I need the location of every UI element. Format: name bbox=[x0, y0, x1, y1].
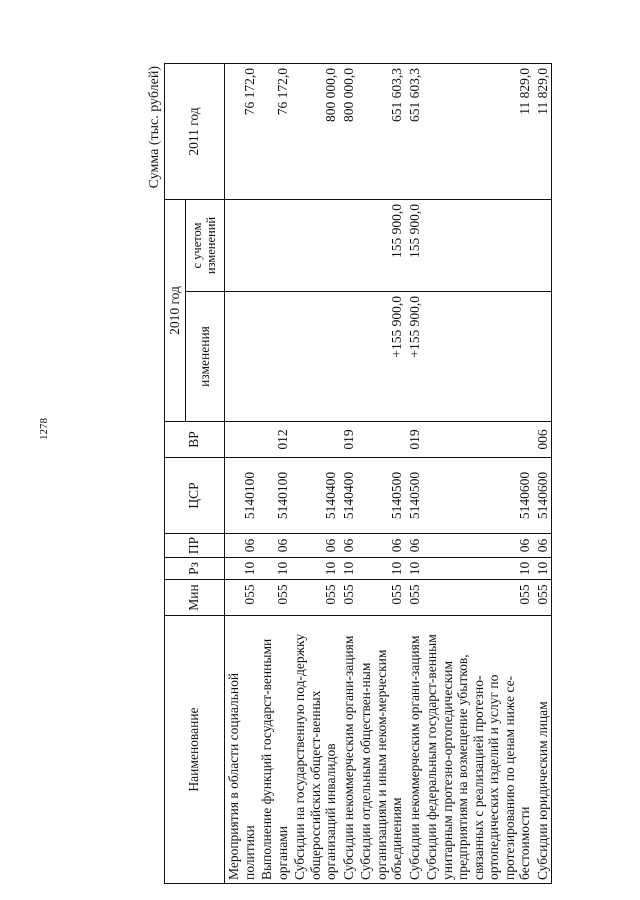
cell-min: 055 bbox=[291, 580, 340, 616]
cell-name: Мероприятия в области социальной политики bbox=[225, 616, 259, 884]
cell-year-2011: 800 000,0 bbox=[291, 64, 340, 200]
cell-pr: 06 bbox=[406, 534, 424, 558]
cell-min: 055 bbox=[225, 580, 259, 616]
cell-year-2011: 11 829,0 bbox=[534, 64, 552, 200]
cell-vr: 006 bbox=[534, 422, 552, 458]
cell-changes bbox=[291, 292, 340, 422]
header-year-2011: 2011 год bbox=[165, 64, 225, 200]
cell-pr: 06 bbox=[340, 534, 358, 558]
cell-vr bbox=[291, 422, 340, 458]
header-changes: изменения bbox=[186, 292, 225, 422]
cell-name: Субсидии отдельным обществен-ным организациям и иным неком-мерческим объединениям bbox=[357, 616, 406, 884]
cell-rz: 10 bbox=[357, 558, 406, 580]
cell-name: Субсидии федеральным государст-венным унитарным протезно-ортопедическим предприятиям на возмещение убытков, связанных с реализацией протезно-ортопедических изделий и услуг по протезированию по ценам ниже се-бестоимости bbox=[423, 616, 534, 884]
cell-year-2011: 76 172,0 bbox=[258, 64, 291, 200]
cell-changes bbox=[225, 292, 259, 422]
cell-changes bbox=[423, 292, 534, 422]
table-row bbox=[423, 64, 534, 884]
cell-min: 055 bbox=[406, 580, 424, 616]
cell-vr bbox=[423, 422, 534, 458]
cell-changes: +155 900,0 bbox=[357, 292, 406, 422]
cell-rz: 10 bbox=[423, 558, 534, 580]
cell-vr bbox=[225, 422, 259, 458]
cell-csr: 5140500 bbox=[406, 458, 424, 534]
cell-with-changes bbox=[423, 200, 534, 292]
cell-min: 055 bbox=[423, 580, 534, 616]
cell-name: Субсидии некоммерческим органи-зациям bbox=[406, 616, 424, 884]
cell-changes bbox=[534, 292, 552, 422]
cell-vr bbox=[357, 422, 406, 458]
cell-rz: 10 bbox=[534, 558, 552, 580]
table-row bbox=[357, 64, 406, 884]
budget-table bbox=[164, 63, 552, 884]
cell-rz: 10 bbox=[291, 558, 340, 580]
cell-csr: 5140400 bbox=[291, 458, 340, 534]
cell-min: 055 bbox=[258, 580, 291, 616]
cell-changes: +155 900,0 bbox=[406, 292, 424, 422]
cell-csr: 5140600 bbox=[423, 458, 534, 534]
table-row bbox=[225, 64, 259, 884]
cell-pr: 06 bbox=[357, 534, 406, 558]
cell-with-changes bbox=[340, 200, 358, 292]
cell-csr: 5140400 bbox=[340, 458, 358, 534]
cell-with-changes bbox=[258, 200, 291, 292]
header-csr: ЦСР bbox=[165, 458, 225, 534]
table-row bbox=[534, 64, 552, 884]
header-year-2010: 2010 год bbox=[165, 200, 186, 422]
table-body bbox=[225, 64, 552, 884]
header-pr: ПР bbox=[165, 534, 225, 558]
cell-pr: 06 bbox=[225, 534, 259, 558]
cell-with-changes bbox=[534, 200, 552, 292]
cell-name: Субсидии некоммерческим органи-зациям bbox=[340, 616, 358, 884]
cell-name: Выполнение функций государст-венными органами bbox=[258, 616, 291, 884]
cell-vr: 012 bbox=[258, 422, 291, 458]
cell-name: Субсидии юридическим лицам bbox=[534, 616, 552, 884]
cell-csr: 5140500 bbox=[357, 458, 406, 534]
cell-rz: 10 bbox=[340, 558, 358, 580]
cell-year-2011: 651 603,3 bbox=[406, 64, 424, 200]
table-row bbox=[291, 64, 340, 884]
cell-name: Субсидии на государственную под-держку общероссийских общест-венных организаций инвалидов bbox=[291, 616, 340, 884]
cell-changes bbox=[340, 292, 358, 422]
cell-csr: 5140100 bbox=[258, 458, 291, 534]
cell-pr: 06 bbox=[534, 534, 552, 558]
cell-year-2011: 800 000,0 bbox=[340, 64, 358, 200]
cell-year-2011: 11 829,0 bbox=[423, 64, 534, 200]
cell-pr: 06 bbox=[258, 534, 291, 558]
header-name: Наименование bbox=[165, 616, 225, 884]
cell-with-changes: 155 900,0 bbox=[406, 200, 424, 292]
header-rz: Рз bbox=[165, 558, 225, 580]
table-row bbox=[340, 64, 358, 884]
cell-rz: 10 bbox=[258, 558, 291, 580]
cell-with-changes bbox=[225, 200, 259, 292]
header-with-changes: с учетом изменений bbox=[186, 200, 225, 292]
cell-vr: 019 bbox=[340, 422, 358, 458]
cell-csr: 5140600 bbox=[534, 458, 552, 534]
rotated-table-page bbox=[146, 64, 626, 884]
cell-rz: 10 bbox=[225, 558, 259, 580]
cell-with-changes bbox=[291, 200, 340, 292]
table-row bbox=[406, 64, 424, 884]
header-min: Мин bbox=[165, 580, 225, 616]
cell-pr: 06 bbox=[291, 534, 340, 558]
page-number: 1278 bbox=[38, 418, 50, 440]
cell-min: 055 bbox=[357, 580, 406, 616]
units-caption: Сумма (тыс. рублей) bbox=[147, 66, 162, 189]
cell-with-changes: 155 900,0 bbox=[357, 200, 406, 292]
cell-min: 055 bbox=[340, 580, 358, 616]
header-vr: ВР bbox=[165, 422, 225, 458]
cell-rz: 10 bbox=[406, 558, 424, 580]
cell-changes bbox=[258, 292, 291, 422]
cell-year-2011: 651 603,3 bbox=[357, 64, 406, 200]
cell-vr: 019 bbox=[406, 422, 424, 458]
cell-year-2011: 76 172,0 bbox=[225, 64, 259, 200]
cell-min: 055 bbox=[534, 580, 552, 616]
cell-csr: 5140100 bbox=[225, 458, 259, 534]
table-row bbox=[258, 64, 291, 884]
cell-pr: 06 bbox=[423, 534, 534, 558]
